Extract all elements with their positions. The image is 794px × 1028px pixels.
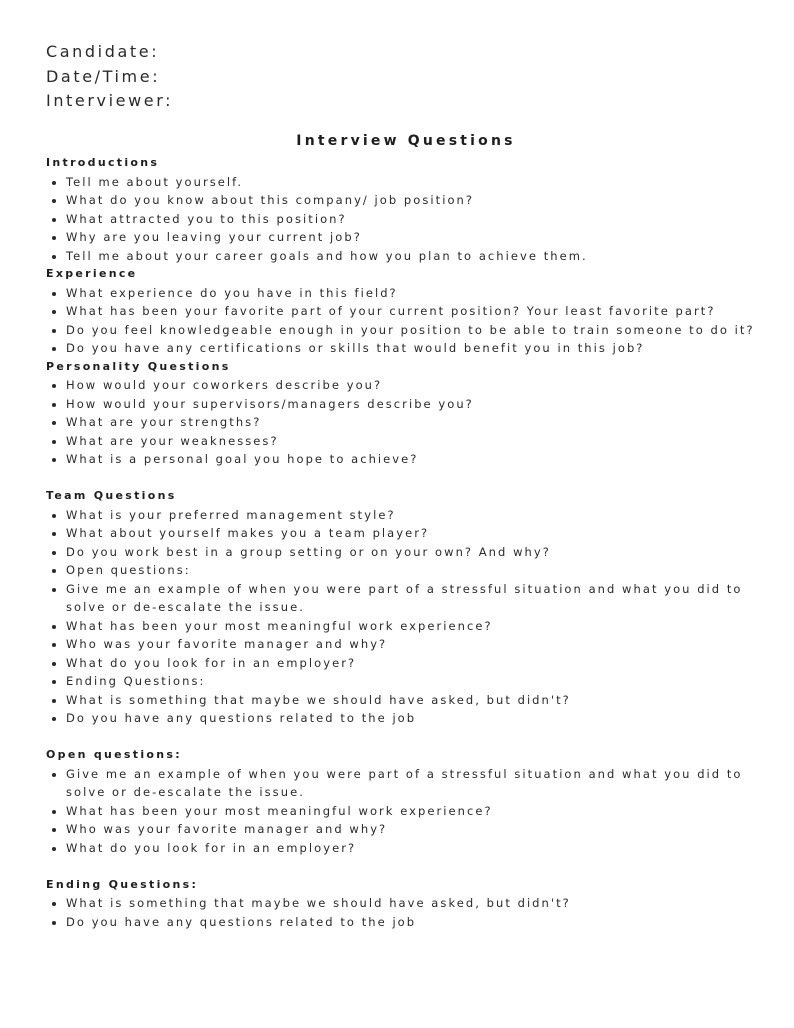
question-list: [46, 765, 776, 858]
list-item: Tell me about yourself.: [46, 173, 776, 192]
section-experience: [46, 265, 776, 358]
list-item: Who was your favorite manager and why?: [46, 820, 776, 839]
list-item: Do you feel knowledgeable enough in your position to be able to train someone to do it?: [46, 321, 776, 340]
list-item: What is something that maybe we should have asked, but didn't?: [46, 691, 776, 710]
section-ending-questions: [46, 876, 776, 932]
list-item: What about yourself makes you a team player?: [46, 524, 776, 543]
list-item: What do you look for in an employer?: [46, 654, 776, 673]
list-item: What has been your favorite part of your current position? Your least favorite part?: [46, 302, 776, 321]
section-heading: Open questions:: [46, 748, 182, 761]
list-item: What is your preferred management style?: [46, 506, 776, 525]
section-heading: Introductions: [46, 156, 160, 169]
list-item: Give me an example of when you were part of a stressful situation and what you did to solve or de-escalate the issue.: [46, 765, 776, 802]
list-item: Do you have any certifications or skills that would benefit you in this job?: [46, 339, 776, 358]
interviewer-label: Interviewer:: [46, 91, 174, 110]
list-item: Why are you leaving your current job?: [46, 228, 776, 247]
list-item: What do you know about this company/ job position?: [46, 191, 776, 210]
section-team: [46, 487, 776, 728]
list-item: What do you look for in an employer?: [46, 839, 776, 858]
section-spacer: [46, 728, 776, 747]
list-item: Do you have any questions related to the job: [46, 913, 776, 932]
page-title: Interview Questions: [296, 133, 516, 149]
question-list: [46, 173, 776, 266]
datetime-label: Date/Time:: [46, 66, 161, 86]
section-heading: Personality Questions: [46, 359, 231, 373]
list-item: What are your weaknesses?: [46, 432, 776, 451]
section-personality: [46, 358, 776, 469]
question-list: [46, 894, 776, 931]
section-heading: Experience: [46, 267, 138, 280]
section-open-questions: [46, 746, 776, 857]
questions-content: [46, 154, 776, 931]
header-fields: [46, 40, 173, 114]
question-list: [46, 284, 776, 358]
list-item: Who was your favorite manager and why?: [46, 635, 776, 654]
list-item: How would your coworkers describe you?: [46, 376, 776, 395]
question-list: [46, 506, 776, 728]
list-item: What is a personal goal you hope to achieve?: [46, 450, 776, 469]
list-item: Tell me about your career goals and how you plan to achieve them.: [46, 247, 776, 266]
list-item: Ending Questions:: [46, 672, 776, 691]
list-item: Open questions:: [46, 561, 776, 580]
section-introductions: [46, 154, 776, 265]
section-heading: Team Questions: [46, 489, 177, 502]
list-item: Do you have any questions related to the job: [46, 709, 776, 728]
candidate-label: Candidate:: [46, 42, 160, 61]
list-item: What has been your most meaningful work experience?: [46, 617, 776, 636]
section-spacer: [46, 857, 776, 876]
list-item: What has been your most meaningful work experience?: [46, 802, 776, 821]
list-item: Do you work best in a group setting or on your own? And why?: [46, 543, 776, 562]
list-item: What are your strengths?: [46, 413, 776, 432]
question-list: [46, 376, 776, 469]
section-spacer: [46, 469, 776, 488]
list-item: How would your supervisors/managers describe you?: [46, 395, 776, 414]
list-item: Give me an example of when you were part of a stressful situation and what you did to solve or de-escalate the issue.: [46, 580, 776, 617]
list-item: What experience do you have in this field?: [46, 284, 776, 303]
list-item: What is something that maybe we should have asked, but didn't?: [46, 894, 776, 913]
section-heading: Ending Questions:: [46, 877, 199, 891]
list-item: What attracted you to this position?: [46, 210, 776, 229]
